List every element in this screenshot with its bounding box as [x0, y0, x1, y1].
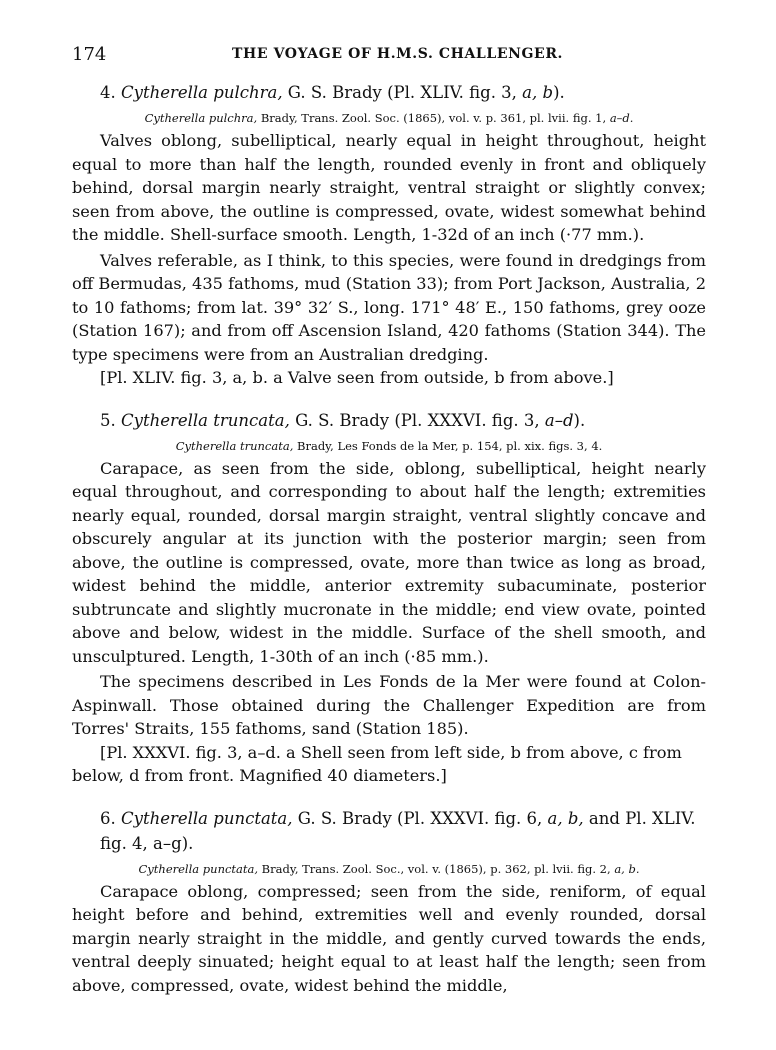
synonym-citation [72, 858, 706, 880]
species-entry-4 [72, 80, 706, 390]
heading-close: ). [553, 83, 565, 102]
figure-letters: a–d [544, 410, 574, 430]
species-heading [72, 806, 706, 856]
synonym-species: Cytherella punctata, [138, 861, 259, 876]
description-paragraph: Carapace, as seen from the side, oblong, subelliptical, height nearly equal throughout, and corresponding to about half the length; extremities nearly equal, rounded, dorsal margin straight, ventral slightly concave and obscurely angular at its junction with the posterior margin; seen from above, the outline is compressed, ovate, more than twice as long as broad, widest behind the middle, anterior extremity subacuminate, posterior subtruncate and slightly mucronate in the middle; end view ovate, pointed above and below, widest in the middle. Surface of the shell smooth, and unsculptured. Length, 1-30th of an inch (·85 mm.). [72, 458, 706, 666]
book-page [72, 40, 706, 997]
species-number: 5. [100, 410, 116, 430]
species-authority: G. S. Brady (Pl. XLIV. fig. 3, [282, 83, 523, 102]
species-authority: G. S. Brady (Pl. XXXVI. fig. 3, [289, 410, 545, 430]
heading-close: ). [573, 410, 586, 430]
distribution-paragraph: The specimens described in Les Fonds de la Mer were found at Colon-Aspinwall. Those obtained during the Challenger Expedition are from Torres' Straits, 155 fathoms, sand (Station 185). [72, 672, 706, 738]
figure-letters: a, b [522, 83, 554, 102]
page-number: 174 [72, 44, 107, 65]
synonym-letters: a, b. [614, 861, 640, 876]
species-name: Cytherella punctata, [121, 808, 293, 828]
synonym-citation [72, 435, 706, 457]
heading-close: and Pl. XLIV. fig. 4, a–g). [100, 808, 696, 853]
species-name: Cytherella pulchra, [121, 83, 283, 102]
figure-letters: a, b, [547, 808, 584, 828]
species-entry-6 [72, 806, 706, 998]
synonym-species: Cytherella pulchra, [144, 111, 258, 125]
species-number: 6. [100, 808, 116, 828]
species-heading [72, 80, 706, 105]
synonym-citation [72, 107, 706, 129]
synonym-letters: a–d. [609, 111, 634, 125]
synonym-reference: Brady, Trans. Zool. Soc., vol. v. (1865), p. 362, pl. lvii. fig. 2, [258, 861, 615, 876]
species-name: Cytherella truncata, [121, 410, 290, 430]
distribution-paragraph: Valves referable, as I think, to this species, were found in dredgings from off Bermudas, 435 fathoms, mud (Station 33); from Port Jackson, Australia, 2 to 10 fathoms; from lat. 39° 32′ S., long. 171° 48′ E., 150 fathoms, grey ooze (Station 167); and from off Ascension Island, 420 fathoms (Station 344). The type specimens were from an Australian dredging. [72, 250, 706, 364]
description-paragraph: Carapace oblong, compressed; seen from the side, reniform, of equal height before and behind, extremities well and evenly rounded, dorsal margin nearly straight in the middle, and gently curved towards the ends, ventral deeply sinuated; height equal to at least half the length; seen from above, compressed, ovate, widest behind the middle, [72, 881, 706, 995]
synonym-reference: Brady, Trans. Zool. Soc. (1865), vol. v. p. 361, pl. lvii. fig. 1, [257, 111, 610, 125]
synonym-species: Cytherella truncata, [175, 438, 294, 453]
figure-note: [Pl. XLIV. fig. 3, a, b. a Valve seen from outside, b from above.] [100, 368, 614, 387]
figure-note: [Pl. XXXVI. fig. 3, a–d. a Shell seen from left side, b from above, c from below, d from front. Magnified 40 diameters.] [72, 742, 682, 785]
species-number: 4. [100, 83, 116, 102]
species-heading [72, 408, 706, 433]
species-entry-5 [72, 408, 706, 788]
description-paragraph: Valves oblong, subelliptical, nearly equal in height throughout, height equal to more than half the length, rounded evenly in front and obliquely behind, dorsal margin nearly straight, ventral straight or slightly convex; seen from above, the outline is compressed, ovate, widest somewhat behind the middle. Shell-surface smooth. Length, 1-32d of an inch (·77 mm.). [72, 131, 706, 244]
synonym-reference: Brady, Les Fonds de la Mer, p. 154, pl. xix. figs. 3, 4. [293, 438, 603, 453]
species-authority: G. S. Brady (Pl. XXXVI. fig. 6, [292, 808, 548, 828]
page-header [72, 40, 706, 70]
running-title: THE VOYAGE OF H.M.S. CHALLENGER. [232, 46, 564, 62]
